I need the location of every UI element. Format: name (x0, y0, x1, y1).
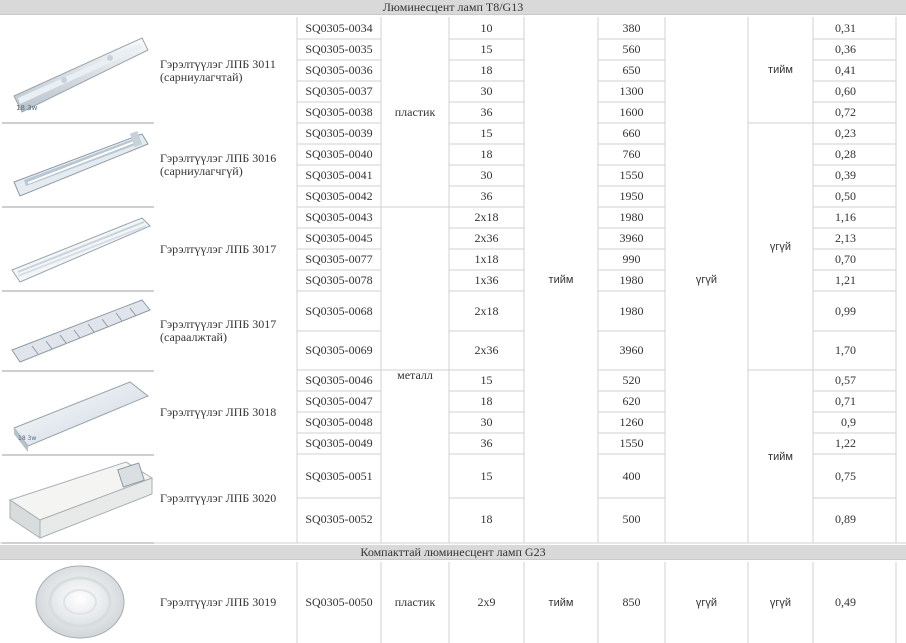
price-value: 1,22 (835, 436, 856, 450)
price-value: 0,31 (835, 20, 856, 35)
section-header-g23: Компакттай люминесцент ламп G23 (0, 545, 906, 560)
product-code: SQ0305-0041 (305, 168, 373, 182)
power-value: 18 (480, 63, 493, 77)
power-value: 15 (480, 468, 493, 483)
svg-text:18 3w: 18 3w (18, 435, 37, 442)
lumen-value: 500 (622, 511, 641, 526)
price-value: 0,89 (835, 511, 856, 526)
product-code: SQ0305-0068 (305, 303, 373, 318)
power-value: 36 (480, 105, 493, 119)
lumen-value: 3960 (619, 343, 644, 357)
material-cell: металл (397, 367, 433, 382)
lumen-value: 380 (622, 20, 641, 35)
lumen-value: 1260 (619, 415, 644, 429)
lumen-value: 760 (622, 147, 641, 161)
lumen-value: 1300 (619, 84, 644, 98)
material-cell: пластик (394, 104, 436, 119)
price-value: 0,39 (835, 168, 856, 182)
power-value: 2x36 (474, 231, 499, 245)
product-code: SQ0305-0046 (305, 373, 373, 387)
lamp-name-3019: Гэрэлтүүлэг ЛПБ 3019 (160, 595, 277, 609)
price-value: 0,75 (835, 468, 856, 483)
flag-cell: тийм (768, 64, 793, 76)
lumen-value: 660 (622, 126, 641, 140)
lumen-value: 990 (622, 252, 641, 266)
lumen-value: 650 (622, 63, 641, 77)
lamp-name-3017: Гэрэлтүүлэг ЛПБ 3017 (160, 242, 277, 256)
lamp-name-3020: Гэрэлтүүлэг ЛПБ 3020 (160, 491, 277, 505)
price-value: 0,9 (841, 415, 856, 429)
product-code: SQ0305-0038 (305, 105, 373, 119)
product-code: SQ0305-0042 (305, 189, 373, 203)
price-value: 0,71 (835, 394, 856, 408)
lumen-value: 1980 (619, 303, 644, 318)
lumen-value: 1550 (619, 168, 644, 182)
material-cell: пластик (394, 595, 436, 609)
power-value: 18 (480, 147, 493, 161)
power-value: 30 (480, 84, 493, 98)
lumen-value: 1550 (619, 436, 644, 450)
product-code: SQ0305-0034 (305, 20, 373, 35)
product-code: SQ0305-0077 (305, 252, 373, 266)
power-value: 10 (480, 20, 493, 35)
power-value: 30 (480, 415, 493, 429)
product-code: SQ0305-0040 (305, 147, 373, 161)
product-code: SQ0305-0037 (305, 84, 373, 98)
price-value: 0,70 (835, 252, 856, 266)
flag-cell: тийм (548, 596, 574, 609)
product-code: SQ0305-0039 (305, 126, 373, 140)
product-code: SQ0305-0048 (305, 415, 373, 429)
lumen-value: 560 (622, 42, 641, 56)
product-code: SQ0305-0078 (305, 273, 373, 287)
flag-cell: үгүй (695, 596, 718, 609)
product-code: SQ0305-0050 (305, 595, 373, 609)
power-value: 15 (480, 126, 493, 140)
power-value: 18 (480, 511, 493, 526)
section-header-t8: Люминесцент ламп T8/G13 (0, 0, 906, 15)
price-value: 0,23 (835, 126, 856, 140)
power-value: 2x18 (474, 303, 499, 318)
lumen-value: 620 (622, 394, 641, 408)
product-code: SQ0305-0069 (305, 343, 373, 357)
price-value: 0,36 (835, 42, 856, 56)
power-value: 1x36 (474, 273, 499, 287)
flag-cell: үгүй (769, 240, 792, 253)
price-value: 1,70 (835, 343, 856, 357)
product-code: SQ0305-0043 (305, 210, 373, 224)
power-value: 15 (480, 373, 493, 387)
price-value: 0,50 (835, 189, 856, 203)
power-value: 30 (480, 168, 493, 182)
lamp-name-3018: Гэрэлтүүлэг ЛПБ 3018 (160, 405, 277, 419)
svg-text:18 3w: 18 3w (16, 104, 38, 112)
lumen-value: 400 (622, 468, 641, 483)
flag-cell: үгүй (695, 274, 718, 286)
power-value: 15 (480, 42, 493, 56)
product-code: SQ0305-0036 (305, 63, 373, 77)
product-code: SQ0305-0045 (305, 231, 373, 245)
lumen-value: 1980 (619, 210, 644, 224)
price-value: 0,72 (835, 105, 856, 119)
lumen-value: 850 (622, 595, 641, 609)
power-value: 18 (480, 394, 493, 408)
flag-cell: тийм (768, 450, 793, 463)
product-code: SQ0305-0035 (305, 42, 373, 56)
product-code: SQ0305-0049 (305, 436, 373, 450)
power-value: 2x18 (474, 210, 499, 224)
power-value: 1x18 (474, 252, 499, 266)
product-code: SQ0305-0052 (305, 511, 373, 526)
power-value: 2x36 (474, 343, 499, 357)
flag-cell: үгүй (769, 596, 792, 609)
price-value: 0,57 (835, 373, 856, 387)
product-code: SQ0305-0051 (305, 468, 373, 483)
price-value: 0,99 (835, 303, 856, 318)
lumen-value: 1600 (619, 105, 644, 119)
power-value: 36 (480, 189, 493, 203)
lamp-name-3017-grid: Гэрэлтүүлэг ЛПБ 3017 (сараалжтай) (160, 317, 277, 344)
lumen-value: 1980 (619, 273, 644, 287)
flag-cell: тийм (548, 274, 574, 286)
price-value: 0,49 (835, 595, 856, 609)
power-value: 2x9 (477, 595, 496, 609)
product-code: SQ0305-0047 (305, 394, 373, 408)
lumen-value: 520 (622, 373, 641, 387)
lamp-name-3016: Гэрэлтүүлэг ЛПБ 3016 (сарниулагчгүй) (160, 151, 277, 178)
lamp-name-3011: Гэрэлтүүлэг ЛПБ 3011 (сарниулагчтай) (160, 57, 276, 84)
power-value: 36 (480, 436, 493, 450)
lumen-value: 1950 (619, 189, 644, 203)
price-value: 0,28 (835, 147, 856, 161)
price-value: 1,16 (835, 210, 856, 224)
price-value: 0,60 (835, 84, 856, 98)
price-value: 2,13 (835, 231, 856, 245)
lumen-value: 3960 (619, 231, 644, 245)
price-value: 1,21 (835, 273, 856, 287)
price-value: 0,41 (835, 63, 856, 77)
